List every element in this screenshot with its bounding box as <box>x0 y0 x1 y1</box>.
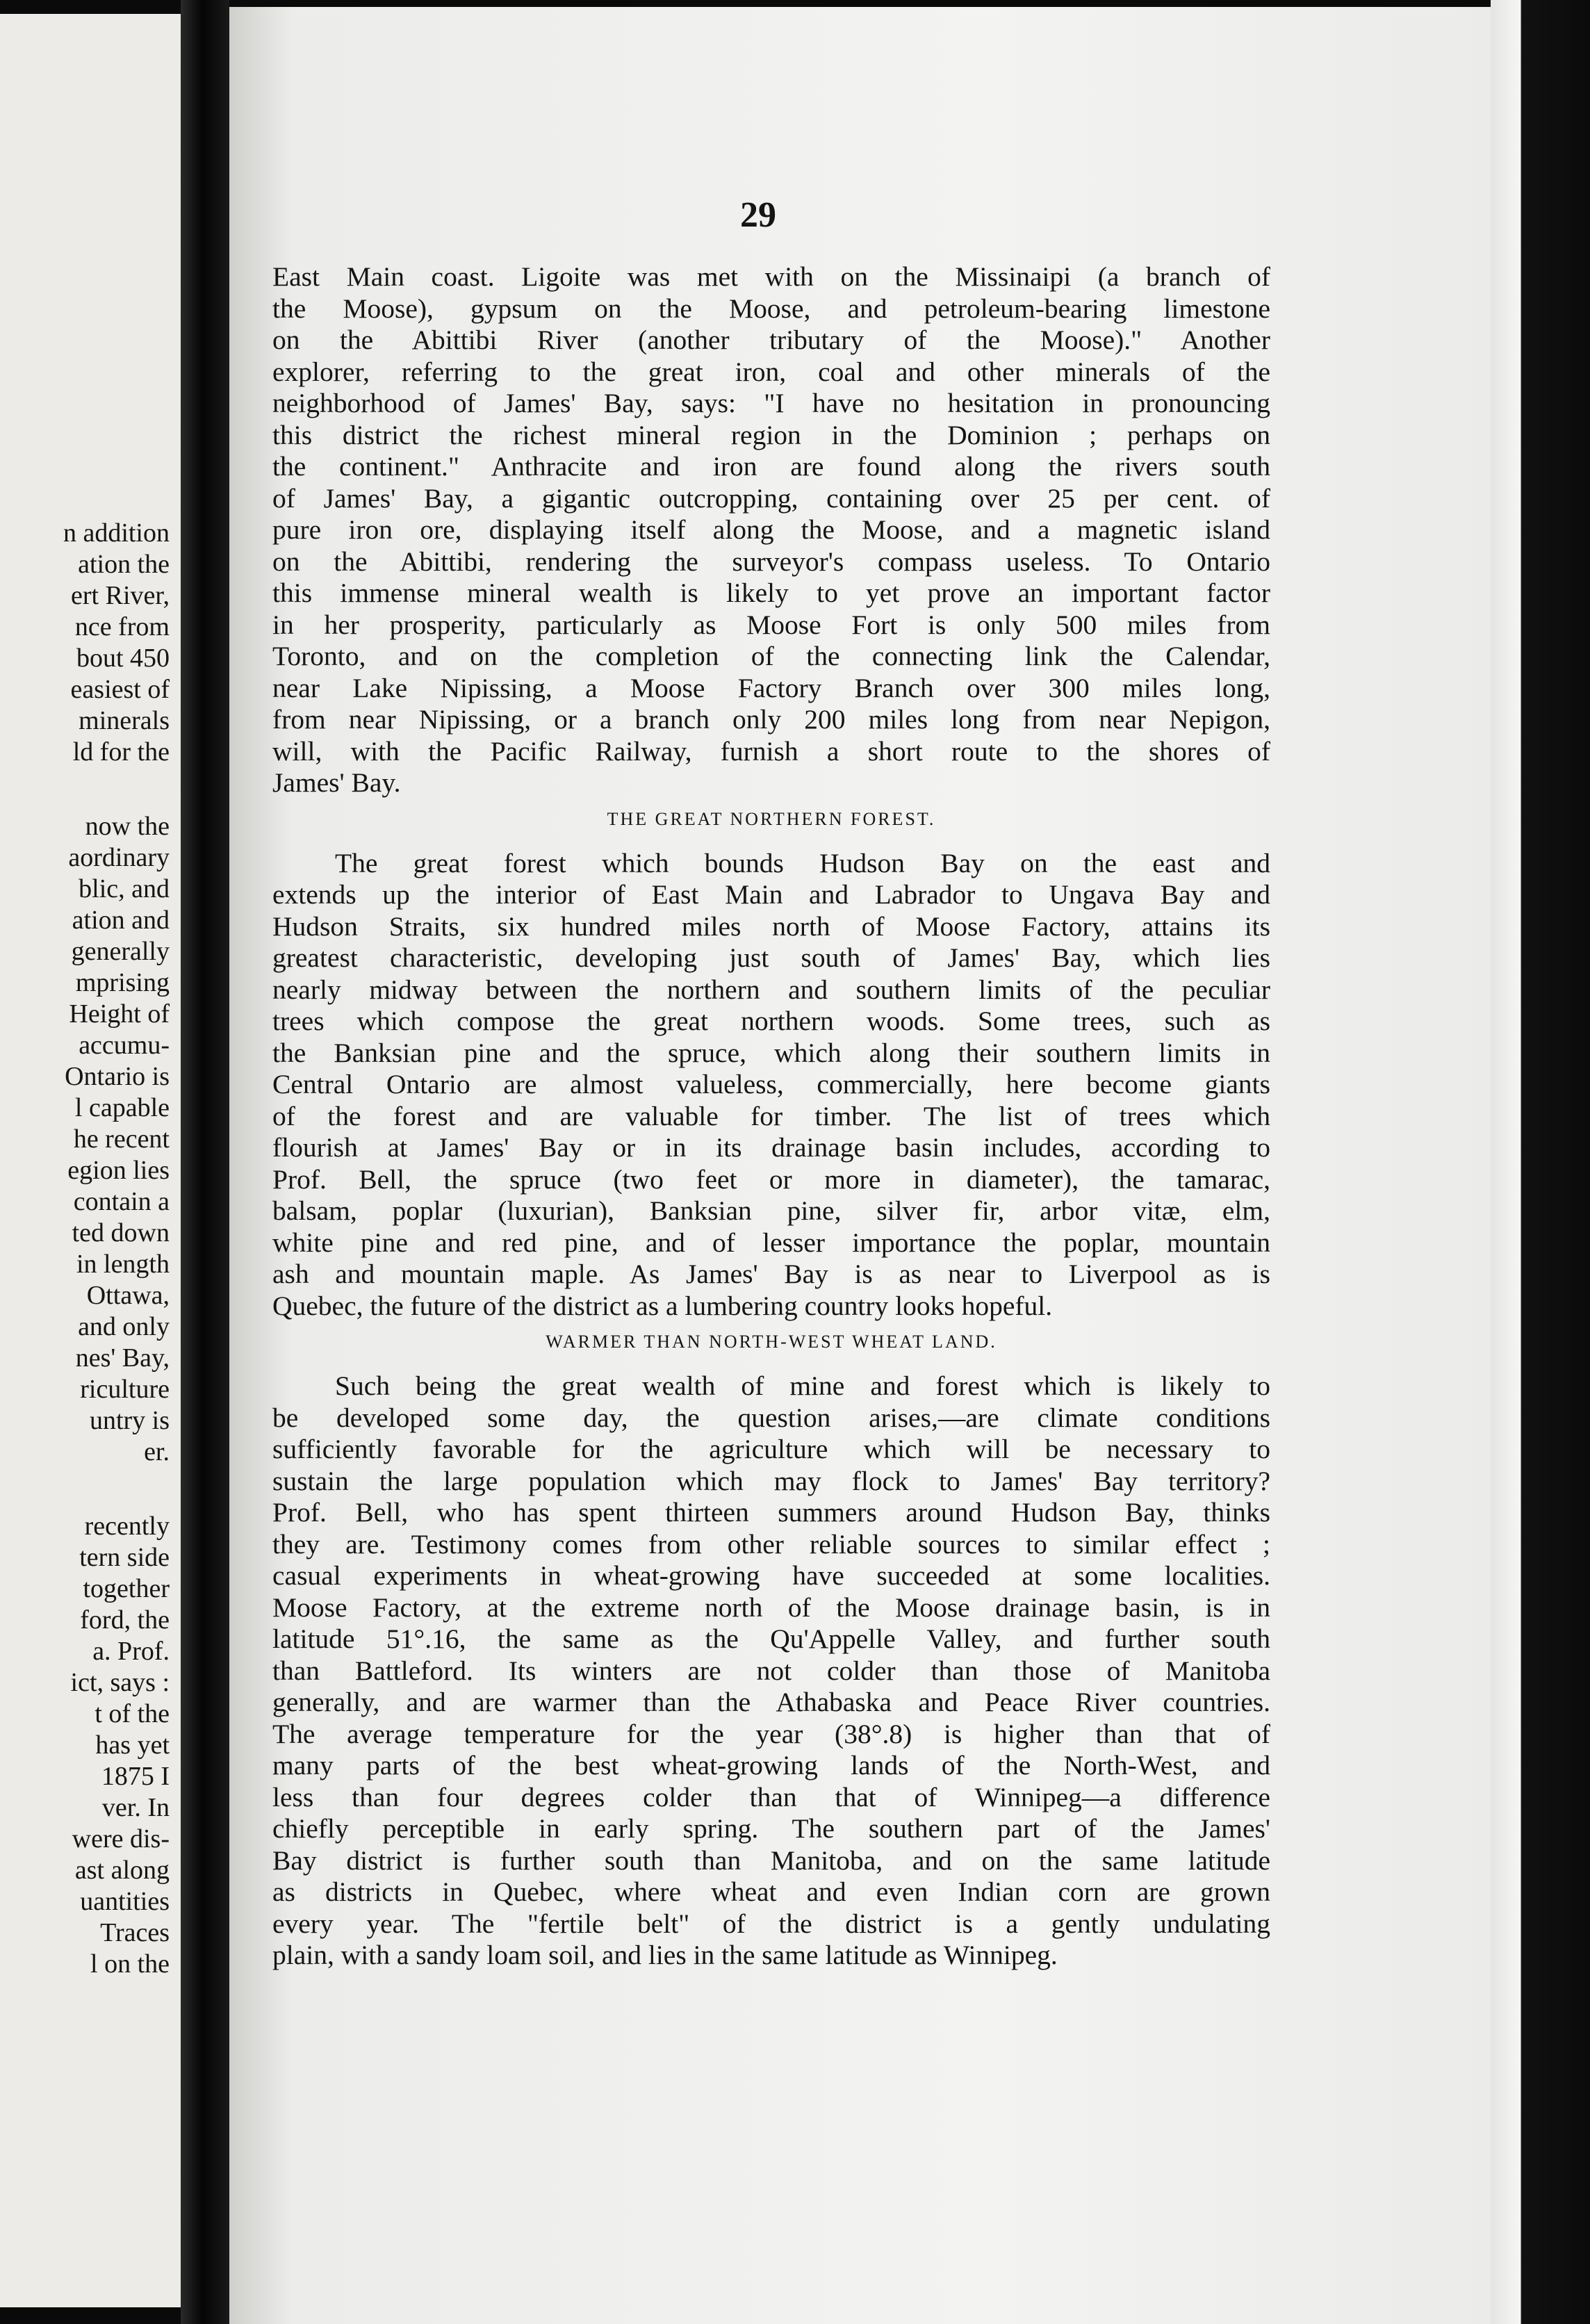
text-line: ash and mountain maple. As James' Bay is as near to Liverpool as is <box>272 1259 1270 1289</box>
text-line: greatest characteristic, developing just south of James' Bay, which lies <box>272 942 1270 973</box>
text-line: Prof. Bell, who has spent thirteen summers around Hudson Bay, thinks <box>272 1497 1270 1528</box>
text-line: casual experiments in wheat-growing have succeeded at some localities. <box>272 1560 1270 1591</box>
text-line: Toronto, and on the completion of the connecting link the Calendar, <box>272 641 1270 671</box>
text-line: white pine and red pine, and of lesser importance the poplar, mountain <box>272 1227 1270 1258</box>
text-line: plain, with a sandy loam soil, and lies in the same latitude as Winnipeg. <box>272 1940 1058 1970</box>
left-page-line: a. Prof. <box>92 1637 170 1666</box>
text-line: Such being the great wealth of mine and forest which is likely to <box>335 1370 1270 1401</box>
text-line: every year. The "fertile belt" of the district is a gently undulating <box>272 1908 1270 1939</box>
left-page-line: riculture <box>80 1375 170 1404</box>
left-page-line: l on the <box>90 1949 170 1979</box>
text-line: near Lake Nipissing, a Moose Factory Branch over 300 miles long, <box>272 672 1270 703</box>
left-page-line: nes' Bay, <box>75 1343 170 1373</box>
left-page-line: contain a <box>73 1187 170 1216</box>
page-text <box>272 261 1270 1972</box>
text-line: James' Bay. <box>272 767 401 798</box>
left-page-line: Traces <box>100 1918 170 1947</box>
left-page-line: egion lies <box>67 1156 170 1185</box>
left-page-line: ert River, <box>71 581 170 610</box>
text-line: East Main coast. Ligoite was met with on the Missinaipi (a branch of <box>272 261 1270 292</box>
left-page-line: mprising <box>75 968 170 997</box>
text-line: Moose Factory, at the extreme north of the Moose drainage basin, is in <box>272 1591 1270 1623</box>
text-line: of James' Bay, a gigantic outcropping, containing over 25 per cent. of <box>272 482 1270 514</box>
left-page-line: l capable <box>74 1093 170 1122</box>
left-page-line: nce from <box>74 612 170 641</box>
left-page-line: tern side <box>79 1543 170 1572</box>
text-line: neighborhood of James' Bay, says: "I have no hesitation in pronouncing <box>272 388 1270 418</box>
left-page-line: ation and <box>72 906 170 935</box>
left-page-line: bout 450 <box>76 644 170 673</box>
text-line: be developed some day, the question arises,—are climate conditions <box>272 1402 1270 1433</box>
left-page-line: easiest of <box>70 675 170 704</box>
left-page-line: now the <box>85 812 170 841</box>
text-line: latitude 51°.16, the same as the Qu'Appelle Valley, and further south <box>272 1623 1270 1654</box>
left-page-line: Height of <box>69 999 170 1029</box>
text-line: Quebec, the future of the district as a lumbering country looks hopeful. <box>272 1290 1053 1321</box>
text-line: chiefly perceptible in early spring. The southern part of the James' <box>272 1813 1270 1844</box>
text-line: pure iron ore, displaying itself along the Moose, and a magnetic island <box>272 514 1270 545</box>
section-mineral-wealth <box>272 261 1270 799</box>
book-gutter <box>181 0 229 2324</box>
text-line: extends up the interior of East Main and Labrador to Ungava Bay and <box>272 879 1270 910</box>
left-page-line: uantities <box>80 1887 170 1916</box>
left-page-line: ted down <box>72 1218 170 1247</box>
text-line: the continent." Anthracite and iron are found along the rivers south <box>272 451 1270 482</box>
left-page-line: together <box>83 1574 170 1603</box>
text-line: than Battleford. Its winters are not colder than those of Manitoba <box>272 1655 1270 1686</box>
section-heading-forest: THE GREAT NORTHERN FOREST. <box>607 808 936 829</box>
left-page-line: untry is <box>89 1406 170 1435</box>
left-page-line: ver. In <box>101 1793 170 1822</box>
text-line: the Moose), gypsum on the Moose, and petroleum-bearing limestone <box>272 293 1270 324</box>
left-page-line: er. <box>144 1437 170 1466</box>
left-page-line: minerals <box>79 706 170 735</box>
left-page-line: ict, says : <box>70 1668 170 1697</box>
left-page-line: in length <box>76 1250 170 1279</box>
text-line: Bay district is further south than Manitoba, and on the same latitude <box>272 1844 1270 1876</box>
text-line: this district the richest mineral region in the Dominion ; perhaps on <box>272 419 1270 450</box>
text-line: balsam, poplar (luxurian), Banksian pine, silver fir, arbor vitæ, elm, <box>272 1195 1270 1226</box>
left-page-line: he recent <box>73 1124 170 1154</box>
left-page-line: has yet <box>95 1730 170 1760</box>
left-page-line: and only <box>78 1312 170 1341</box>
text-line: trees which compose the great northern woods. Some trees, such as <box>272 1006 1270 1036</box>
left-page-line: blic, and <box>79 874 170 903</box>
section-warmer-than-north-west <box>272 1370 1270 1972</box>
section-heading-wheat-land: WARMER THAN NORTH-WEST WHEAT LAND. <box>546 1332 997 1352</box>
text-line: The average temperature for the year (38°.8) is higher than that of <box>272 1718 1270 1749</box>
text-line: Prof. Bell, the spruce (two feet or more in diameter), the tamarac, <box>272 1163 1270 1195</box>
left-page-line: were dis- <box>72 1824 170 1854</box>
text-line: of the forest and are valuable for timber. The list of trees which <box>272 1100 1270 1131</box>
page-edge <box>1491 0 1590 2324</box>
section-great-northern-forest <box>272 848 1270 1323</box>
text-line: less than four degrees colder than that of Winnipeg—a difference <box>272 1781 1270 1812</box>
text-line: generally, and are warmer than the Athabaska and Peace River countries. <box>272 1687 1270 1717</box>
left-page-line: ld for the <box>72 737 170 767</box>
text-line: on the Abittibi, rendering the surveyor's compass useless. To Ontario <box>272 546 1270 577</box>
left-page-line: ast along <box>74 1856 170 1885</box>
text-line: as districts in Quebec, where wheat and even Indian corn are grown <box>272 1876 1270 1907</box>
left-page-line: Ottawa, <box>86 1281 170 1310</box>
left-page-line: ation the <box>78 550 170 579</box>
left-facing-page <box>0 14 188 2307</box>
text-line: sufficiently favorable for the agriculture which will be necessary to <box>272 1434 1270 1464</box>
text-line: on the Abittibi River (another tributary of the Moose)." Another <box>272 325 1270 355</box>
text-line: they are. Testimony comes from other reliable sources to similar effect ; <box>272 1528 1270 1560</box>
text-line: this immense mineral wealth is likely to yet prove an important factor <box>272 578 1270 608</box>
text-line: explorer, referring to the great iron, coal and other minerals of the <box>272 356 1270 387</box>
text-line: Central Ontario are almost valueless, commercially, here become giants <box>272 1069 1270 1099</box>
left-page-line: generally <box>71 937 170 966</box>
text-line: The great forest which bounds Hudson Bay on the east and <box>335 847 1270 878</box>
text-line: from near Nipissing, or a branch only 200 miles long from near Nepigon, <box>272 704 1270 735</box>
left-page-line: accumu- <box>79 1031 170 1060</box>
left-page-line: n addition <box>63 518 170 548</box>
left-page-line: ford, the <box>80 1605 170 1635</box>
text-line: many parts of the best wheat-growing lands of the North-West, and <box>272 1750 1270 1781</box>
text-line: the Banksian pine and the spruce, which along their southern limits in <box>272 1037 1270 1068</box>
left-page-line: aordinary <box>68 843 170 872</box>
left-page-line: 1875 I <box>101 1762 170 1791</box>
text-line: sustain the large population which may flock to James' Bay territory? <box>272 1465 1270 1496</box>
left-page-line: t of the <box>95 1699 170 1728</box>
text-line: flourish at James' Bay or in its drainage basin includes, according to <box>272 1132 1270 1163</box>
right-page <box>229 7 1491 2324</box>
text-line: will, with the Pacific Railway, furnish a short route to the shores of <box>272 735 1270 767</box>
left-page-line: recently <box>84 1512 170 1541</box>
left-page-line: Ontario is <box>65 1062 170 1091</box>
text-line: nearly midway between the northern and southern limits of the peculiar <box>272 974 1270 1005</box>
text-line: in her prosperity, particularly as Moose Fort is only 500 miles from <box>272 609 1270 640</box>
text-line: Hudson Straits, six hundred miles north of Moose Factory, attains its <box>272 910 1270 942</box>
page-number: 29 <box>740 195 776 235</box>
